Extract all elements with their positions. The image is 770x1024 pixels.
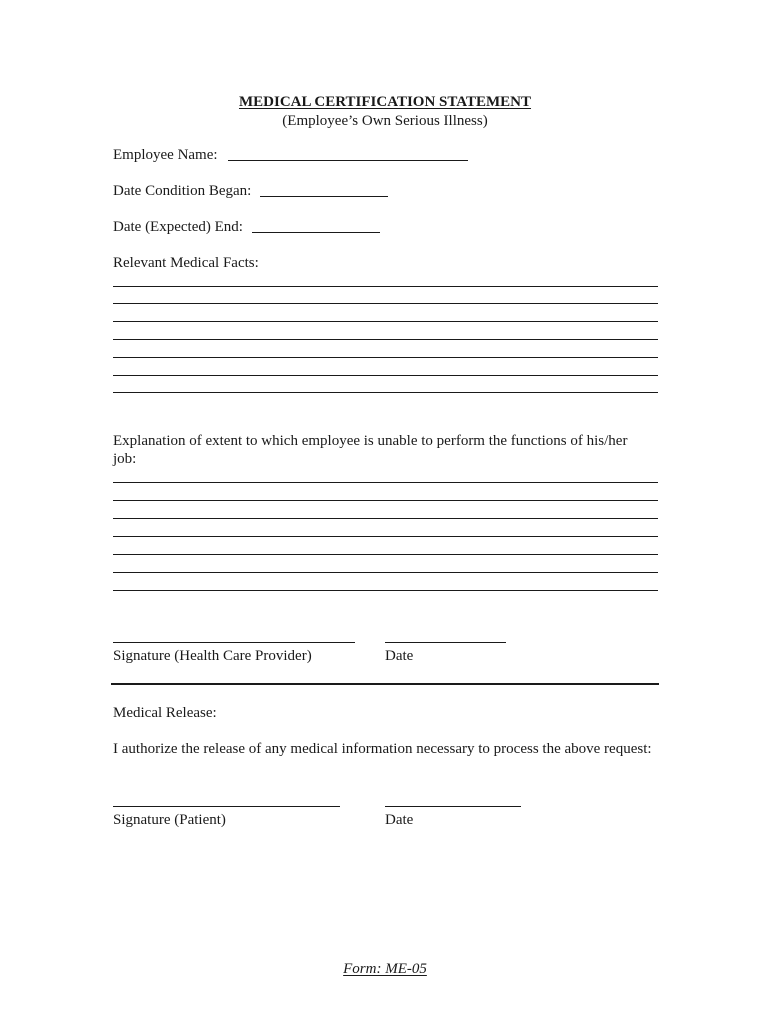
section-divider — [111, 683, 659, 685]
explanation-line[interactable] — [113, 590, 658, 591]
form-number: Form: ME-05 — [343, 961, 427, 977]
provider-date-field[interactable] — [385, 642, 506, 643]
patient-signature-field[interactable] — [113, 806, 340, 807]
medical-facts-line[interactable] — [113, 392, 658, 393]
employee-name-label: Employee Name: — [113, 147, 218, 163]
medical-facts-line[interactable] — [113, 375, 658, 376]
provider-signature-label: Signature (Health Care Provider) — [113, 648, 312, 664]
patient-date-label: Date — [385, 812, 414, 828]
explanation-line[interactable] — [113, 482, 658, 483]
provider-date-label: Date — [385, 648, 414, 664]
date-end-field[interactable] — [252, 232, 380, 233]
date-end-label: Date (Expected) End: — [113, 219, 243, 235]
medical-facts-line[interactable] — [113, 339, 658, 340]
medical-facts-line[interactable] — [113, 357, 658, 358]
form-title: MEDICAL CERTIFICATION STATEMENT — [238, 94, 532, 110]
form-subtitle: (Employee’s Own Serious Illness) — [282, 113, 488, 129]
medical-release-statement: I authorize the release of any medical information necessary to process the above request: — [113, 741, 652, 757]
medical-facts-label: Relevant Medical Facts: — [113, 255, 259, 271]
date-began-field[interactable] — [260, 196, 388, 197]
explanation-line[interactable] — [113, 500, 658, 501]
medical-facts-line[interactable] — [113, 286, 658, 287]
explanation-line[interactable] — [113, 554, 658, 555]
patient-date-field[interactable] — [385, 806, 521, 807]
explanation-line[interactable] — [113, 536, 658, 537]
medical-facts-line[interactable] — [113, 303, 658, 304]
date-began-label: Date Condition Began: — [113, 183, 252, 199]
explanation-label: Explanation of extent to which employee is unable to perform the functions of his/her — [113, 433, 628, 449]
explanation-line[interactable] — [113, 518, 658, 519]
explanation-line[interactable] — [113, 572, 658, 573]
employee-name-field[interactable] — [228, 160, 468, 161]
patient-signature-label: Signature (Patient) — [113, 812, 226, 828]
medical-release-heading: Medical Release: — [113, 705, 217, 721]
provider-signature-field[interactable] — [113, 642, 355, 643]
medical-facts-line[interactable] — [113, 321, 658, 322]
explanation-label-continued: job: — [113, 451, 137, 467]
